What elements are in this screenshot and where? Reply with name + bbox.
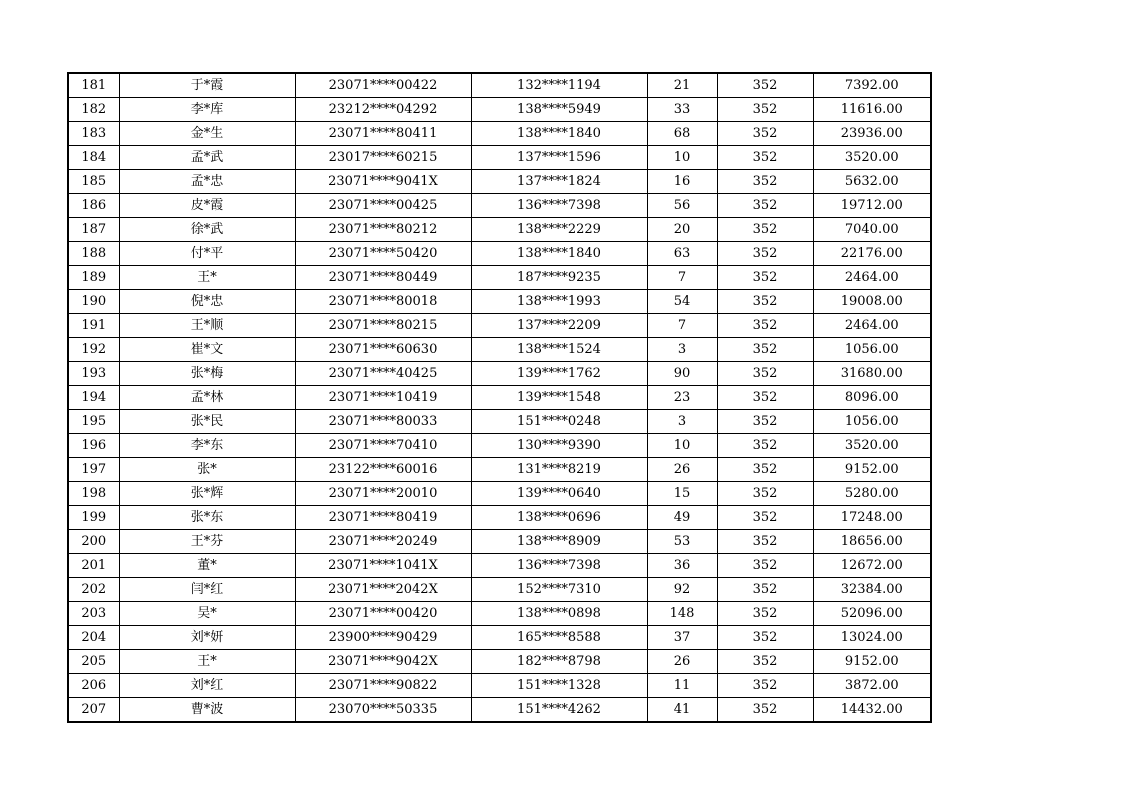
phone-cell: 138****1993 [471, 290, 647, 314]
unit-price-cell: 352 [717, 314, 813, 338]
amount-cell: 2464.00 [813, 266, 931, 290]
amount-cell: 23936.00 [813, 122, 931, 146]
table-row [68, 506, 931, 530]
amount-cell: 9152.00 [813, 458, 931, 482]
table-body [68, 73, 931, 722]
name-cell: 金*生 [119, 122, 295, 146]
table-row [68, 194, 931, 218]
name-cell: 皮*霞 [119, 194, 295, 218]
id-number-cell: 23071****80419 [295, 506, 471, 530]
amount-cell: 12672.00 [813, 554, 931, 578]
name-cell: 闫*红 [119, 578, 295, 602]
name-cell: 张*梅 [119, 362, 295, 386]
amount-cell: 1056.00 [813, 410, 931, 434]
table-row [68, 626, 931, 650]
amount-cell: 7392.00 [813, 73, 931, 98]
seq-cell: 181 [68, 73, 119, 98]
quantity-cell: 10 [647, 434, 717, 458]
table-row [68, 674, 931, 698]
seq-cell: 182 [68, 98, 119, 122]
phone-cell: 139****0640 [471, 482, 647, 506]
table-row [68, 650, 931, 674]
id-number-cell: 23071****80212 [295, 218, 471, 242]
unit-price-cell: 352 [717, 650, 813, 674]
name-cell: 李*东 [119, 434, 295, 458]
seq-cell: 190 [68, 290, 119, 314]
phone-cell: 130****9390 [471, 434, 647, 458]
id-number-cell: 23122****60016 [295, 458, 471, 482]
id-number-cell: 23071****20249 [295, 530, 471, 554]
unit-price-cell: 352 [717, 626, 813, 650]
amount-cell: 5280.00 [813, 482, 931, 506]
seq-cell: 194 [68, 386, 119, 410]
unit-price-cell: 352 [717, 674, 813, 698]
unit-price-cell: 352 [717, 122, 813, 146]
table-row [68, 434, 931, 458]
phone-cell: 137****2209 [471, 314, 647, 338]
quantity-cell: 7 [647, 266, 717, 290]
unit-price-cell: 352 [717, 170, 813, 194]
phone-cell: 139****1548 [471, 386, 647, 410]
id-number-cell: 23071****00425 [295, 194, 471, 218]
table-row [68, 98, 931, 122]
unit-price-cell: 352 [717, 530, 813, 554]
name-cell: 董* [119, 554, 295, 578]
unit-price-cell: 352 [717, 554, 813, 578]
unit-price-cell: 352 [717, 434, 813, 458]
quantity-cell: 68 [647, 122, 717, 146]
quantity-cell: 16 [647, 170, 717, 194]
seq-cell: 205 [68, 650, 119, 674]
unit-price-cell: 352 [717, 482, 813, 506]
name-cell: 刘*妍 [119, 626, 295, 650]
table-row [68, 410, 931, 434]
table-row [68, 242, 931, 266]
seq-cell: 200 [68, 530, 119, 554]
phone-cell: 187****9235 [471, 266, 647, 290]
unit-price-cell: 352 [717, 194, 813, 218]
amount-cell: 19712.00 [813, 194, 931, 218]
name-cell: 孟*忠 [119, 170, 295, 194]
table-row [68, 218, 931, 242]
phone-cell: 137****1596 [471, 146, 647, 170]
quantity-cell: 15 [647, 482, 717, 506]
name-cell: 吴* [119, 602, 295, 626]
id-number-cell: 23071****9041X [295, 170, 471, 194]
phone-cell: 136****7398 [471, 194, 647, 218]
id-number-cell: 23071****50420 [295, 242, 471, 266]
id-number-cell: 23071****80449 [295, 266, 471, 290]
table-row [68, 314, 931, 338]
unit-price-cell: 352 [717, 146, 813, 170]
seq-cell: 188 [68, 242, 119, 266]
table-row [68, 578, 931, 602]
name-cell: 张*民 [119, 410, 295, 434]
id-number-cell: 23070****50335 [295, 698, 471, 723]
table-row [68, 338, 931, 362]
table-row [68, 146, 931, 170]
quantity-cell: 90 [647, 362, 717, 386]
amount-cell: 32384.00 [813, 578, 931, 602]
id-number-cell: 23017****60215 [295, 146, 471, 170]
amount-cell: 31680.00 [813, 362, 931, 386]
name-cell: 李*库 [119, 98, 295, 122]
name-cell: 王* [119, 650, 295, 674]
phone-cell: 138****5949 [471, 98, 647, 122]
table-row [68, 266, 931, 290]
quantity-cell: 49 [647, 506, 717, 530]
table-row [68, 482, 931, 506]
phone-cell: 165****8588 [471, 626, 647, 650]
name-cell: 刘*红 [119, 674, 295, 698]
quantity-cell: 3 [647, 410, 717, 434]
table-row [68, 290, 931, 314]
amount-cell: 8096.00 [813, 386, 931, 410]
id-number-cell: 23900****90429 [295, 626, 471, 650]
amount-cell: 18656.00 [813, 530, 931, 554]
table-row [68, 698, 931, 723]
name-cell: 崔*文 [119, 338, 295, 362]
unit-price-cell: 352 [717, 458, 813, 482]
seq-cell: 186 [68, 194, 119, 218]
id-number-cell: 23071****10419 [295, 386, 471, 410]
name-cell: 王*顺 [119, 314, 295, 338]
amount-cell: 22176.00 [813, 242, 931, 266]
table-row [68, 73, 931, 98]
table-row [68, 458, 931, 482]
seq-cell: 202 [68, 578, 119, 602]
amount-cell: 2464.00 [813, 314, 931, 338]
phone-cell: 138****2229 [471, 218, 647, 242]
seq-cell: 185 [68, 170, 119, 194]
quantity-cell: 20 [647, 218, 717, 242]
amount-cell: 3520.00 [813, 146, 931, 170]
amount-cell: 13024.00 [813, 626, 931, 650]
seq-cell: 187 [68, 218, 119, 242]
name-cell: 于*霞 [119, 73, 295, 98]
phone-cell: 138****0898 [471, 602, 647, 626]
phone-cell: 151****1328 [471, 674, 647, 698]
id-number-cell: 23071****90822 [295, 674, 471, 698]
phone-cell: 151****0248 [471, 410, 647, 434]
amount-cell: 19008.00 [813, 290, 931, 314]
data-table [67, 72, 932, 723]
quantity-cell: 7 [647, 314, 717, 338]
seq-cell: 192 [68, 338, 119, 362]
seq-cell: 196 [68, 434, 119, 458]
amount-cell: 52096.00 [813, 602, 931, 626]
name-cell: 付*平 [119, 242, 295, 266]
amount-cell: 3520.00 [813, 434, 931, 458]
unit-price-cell: 352 [717, 218, 813, 242]
table-row [68, 122, 931, 146]
id-number-cell: 23071****80411 [295, 122, 471, 146]
phone-cell: 182****8798 [471, 650, 647, 674]
phone-cell: 138****0696 [471, 506, 647, 530]
table-row [68, 170, 931, 194]
unit-price-cell: 352 [717, 578, 813, 602]
unit-price-cell: 352 [717, 290, 813, 314]
seq-cell: 207 [68, 698, 119, 723]
quantity-cell: 11 [647, 674, 717, 698]
quantity-cell: 21 [647, 73, 717, 98]
amount-cell: 1056.00 [813, 338, 931, 362]
quantity-cell: 37 [647, 626, 717, 650]
phone-cell: 132****1194 [471, 73, 647, 98]
phone-cell: 139****1762 [471, 362, 647, 386]
quantity-cell: 53 [647, 530, 717, 554]
amount-cell: 17248.00 [813, 506, 931, 530]
table-row [68, 386, 931, 410]
amount-cell: 9152.00 [813, 650, 931, 674]
seq-cell: 199 [68, 506, 119, 530]
unit-price-cell: 352 [717, 338, 813, 362]
amount-cell: 11616.00 [813, 98, 931, 122]
quantity-cell: 56 [647, 194, 717, 218]
amount-cell: 7040.00 [813, 218, 931, 242]
quantity-cell: 148 [647, 602, 717, 626]
table-row [68, 602, 931, 626]
phone-cell: 138****1840 [471, 242, 647, 266]
amount-cell: 14432.00 [813, 698, 931, 723]
name-cell: 孟*林 [119, 386, 295, 410]
id-number-cell: 23071****80215 [295, 314, 471, 338]
phone-cell: 138****1524 [471, 338, 647, 362]
unit-price-cell: 352 [717, 98, 813, 122]
id-number-cell: 23071****70410 [295, 434, 471, 458]
seq-cell: 206 [68, 674, 119, 698]
quantity-cell: 63 [647, 242, 717, 266]
name-cell: 徐*武 [119, 218, 295, 242]
quantity-cell: 33 [647, 98, 717, 122]
seq-cell: 193 [68, 362, 119, 386]
id-number-cell: 23071****60630 [295, 338, 471, 362]
name-cell: 张* [119, 458, 295, 482]
amount-cell: 3872.00 [813, 674, 931, 698]
phone-cell: 138****1840 [471, 122, 647, 146]
quantity-cell: 92 [647, 578, 717, 602]
name-cell: 倪*忠 [119, 290, 295, 314]
quantity-cell: 26 [647, 458, 717, 482]
phone-cell: 131****8219 [471, 458, 647, 482]
phone-cell: 152****7310 [471, 578, 647, 602]
seq-cell: 189 [68, 266, 119, 290]
id-number-cell: 23071****80033 [295, 410, 471, 434]
seq-cell: 197 [68, 458, 119, 482]
id-number-cell: 23071****80018 [295, 290, 471, 314]
quantity-cell: 54 [647, 290, 717, 314]
unit-price-cell: 352 [717, 506, 813, 530]
id-number-cell: 23071****40425 [295, 362, 471, 386]
quantity-cell: 41 [647, 698, 717, 723]
name-cell: 王* [119, 266, 295, 290]
unit-price-cell: 352 [717, 410, 813, 434]
quantity-cell: 23 [647, 386, 717, 410]
table-row [68, 362, 931, 386]
name-cell: 孟*武 [119, 146, 295, 170]
seq-cell: 191 [68, 314, 119, 338]
id-number-cell: 23071****00420 [295, 602, 471, 626]
id-number-cell: 23212****04292 [295, 98, 471, 122]
seq-cell: 195 [68, 410, 119, 434]
name-cell: 张*东 [119, 506, 295, 530]
seq-cell: 184 [68, 146, 119, 170]
unit-price-cell: 352 [717, 698, 813, 723]
seq-cell: 183 [68, 122, 119, 146]
phone-cell: 138****8909 [471, 530, 647, 554]
quantity-cell: 36 [647, 554, 717, 578]
id-number-cell: 23071****1041X [295, 554, 471, 578]
quantity-cell: 26 [647, 650, 717, 674]
table-row [68, 554, 931, 578]
phone-cell: 136****7398 [471, 554, 647, 578]
unit-price-cell: 352 [717, 602, 813, 626]
id-number-cell: 23071****00422 [295, 73, 471, 98]
seq-cell: 201 [68, 554, 119, 578]
unit-price-cell: 352 [717, 386, 813, 410]
seq-cell: 204 [68, 626, 119, 650]
id-number-cell: 23071****20010 [295, 482, 471, 506]
amount-cell: 5632.00 [813, 170, 931, 194]
unit-price-cell: 352 [717, 266, 813, 290]
phone-cell: 137****1824 [471, 170, 647, 194]
quantity-cell: 3 [647, 338, 717, 362]
seq-cell: 203 [68, 602, 119, 626]
quantity-cell: 10 [647, 146, 717, 170]
unit-price-cell: 352 [717, 73, 813, 98]
phone-cell: 151****4262 [471, 698, 647, 723]
unit-price-cell: 352 [717, 242, 813, 266]
name-cell: 张*辉 [119, 482, 295, 506]
id-number-cell: 23071****2042X [295, 578, 471, 602]
id-number-cell: 23071****9042X [295, 650, 471, 674]
name-cell: 王*芬 [119, 530, 295, 554]
table-row [68, 530, 931, 554]
name-cell: 曹*波 [119, 698, 295, 723]
unit-price-cell: 352 [717, 362, 813, 386]
seq-cell: 198 [68, 482, 119, 506]
